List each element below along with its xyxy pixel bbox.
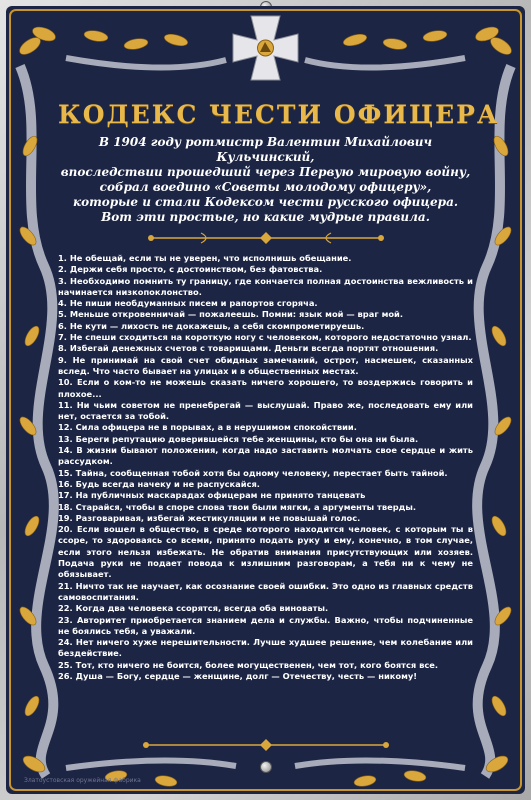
- intro-text: [58, 135, 473, 225]
- rule-item: 19. Разговаривая, избегай жестикуляции и не повышай голос.: [58, 512, 361, 523]
- intro-line: Вот эти простые, но какие мудрые правила.: [101, 210, 430, 224]
- intro-line: которые и стали Кодексом чести русского офицера.: [72, 195, 459, 209]
- cross-emblem-icon: [233, 16, 298, 80]
- rule-item: 11. Ни чьим советом не пренебрегай — выслушай. Право же, последовать ему или нет, остается за тобой.: [58, 399, 473, 422]
- rule-item: 20. Если вошел в общество, в среде которого находится человек, с которым ты в ссоре, то здороваясь со всеми, принято подать руку и ему, конечно, в том случае, если этого нельзя избежать. Не обратив внимания присутствующих или хозяев. Подача руки не подает повода к излишним разговорам, а тебя ни к чему не обязывает.: [58, 524, 473, 580]
- rule-item: 7. Не спеши сходиться на короткую ногу с человеком, которого недостаточно узнал.: [58, 332, 472, 343]
- bottom-bolt: [260, 761, 272, 773]
- rule-item: 15. Тайна, сообщенная тобой хотя бы одному человеку, перестает быть тайной.: [58, 467, 448, 478]
- rule-item: 23. Авторитет приобретается знанием дела и службы. Важно, чтобы подчиненные не боялись тебя, а уважали.: [58, 614, 473, 636]
- rule-item: 5. Меньше откровенничай — пожалеешь. Помни: язык мой — враг мой.: [58, 309, 404, 320]
- rules-list: [58, 253, 473, 682]
- rule-item: 14. В жизни бывают положения, когда надо заставить молчать свое сердце и жить рассудком.: [58, 445, 473, 467]
- intro-line: собрал воедино «Советы молодому офицеру»,: [99, 180, 432, 194]
- content-area: [58, 94, 500, 682]
- rule-item: 25. Тот, кто ничего не боится, более могущественен, чем тот, кого боятся все.: [58, 659, 439, 670]
- rule-item: 10. Если о ком-то не можешь сказать ничего хорошего, то воздержись говорить и плохое...: [58, 377, 473, 399]
- ornament-divider-icon: [141, 231, 391, 245]
- rule-item: 22. Когда два человека ссорятся, всегда оба виноваты.: [58, 603, 329, 614]
- rule-item: 13. Береги репутацию доверившейся тебе женщины, кто бы она ни была.: [58, 433, 419, 444]
- rule-item: 12. Сила офицера не в порывах, а в нерушимом спокойствии.: [58, 422, 357, 433]
- rule-item: 6. Не кути — лихость не докажешь, а себя скомпрометируешь.: [58, 320, 365, 331]
- rule-item: 3. Необходимо помнить ту границу, где кончается полная достоинства вежливость и начинается низкопоклонство.: [58, 275, 473, 297]
- rule-item: 8. Избегай денежных счетов с товарищами. Деньги всегда портят отношения.: [58, 343, 439, 354]
- rule-item: 18. Старайся, чтобы в споре слова твои были мягки, а аргументы тверды.: [58, 501, 417, 512]
- rule-item: 17. На публичных маскарадах офицерам не принято танцевать: [58, 490, 366, 501]
- rule-item: 2. Держи себя просто, с достоинством, без фатовства.: [58, 264, 323, 275]
- rule-item: 24. Нет ничего хуже нерешительности. Лучше худшее решение, чем колебание или бездействие.: [58, 637, 473, 659]
- rule-item: 21. Ничто так не научает, как осознание своей ошибки. Это одно из главных средств самовоспитания.: [58, 580, 473, 602]
- rule-item: 16. Будь всегда начеку и не распускайся.: [58, 478, 260, 489]
- intro-line: В 1904 году ротмистр Валентин Михайлович Кульчинский,: [98, 135, 433, 164]
- page-title: КОДЕКС ЧЕСТИ ОФИЦЕРА: [58, 100, 500, 129]
- intro-line: впоследствии прошедший через Первую мировую войну,: [60, 165, 471, 179]
- rule-item: 9. Не принимай на свой счет обидных замечаний, острот, насмешек, сказанных вслед. Что часто бывает на улицах и в общественных местах.: [58, 354, 473, 376]
- maker-mark: Златоустовская оружейная фабрика: [24, 777, 141, 784]
- bottom-ornament-divider-icon: [136, 738, 396, 752]
- rule-item: 4. Не пиши необдуманных писем и рапортов сгоряча.: [58, 298, 318, 309]
- rule-item: 26. Душа — Богу, сердце — женщине, долг — Отечеству, честь — никому!: [58, 670, 418, 681]
- rule-item: 1. Не обещай, если ты не уверен, что исполнишь обещание.: [58, 253, 352, 263]
- plaque-panel: [6, 6, 525, 794]
